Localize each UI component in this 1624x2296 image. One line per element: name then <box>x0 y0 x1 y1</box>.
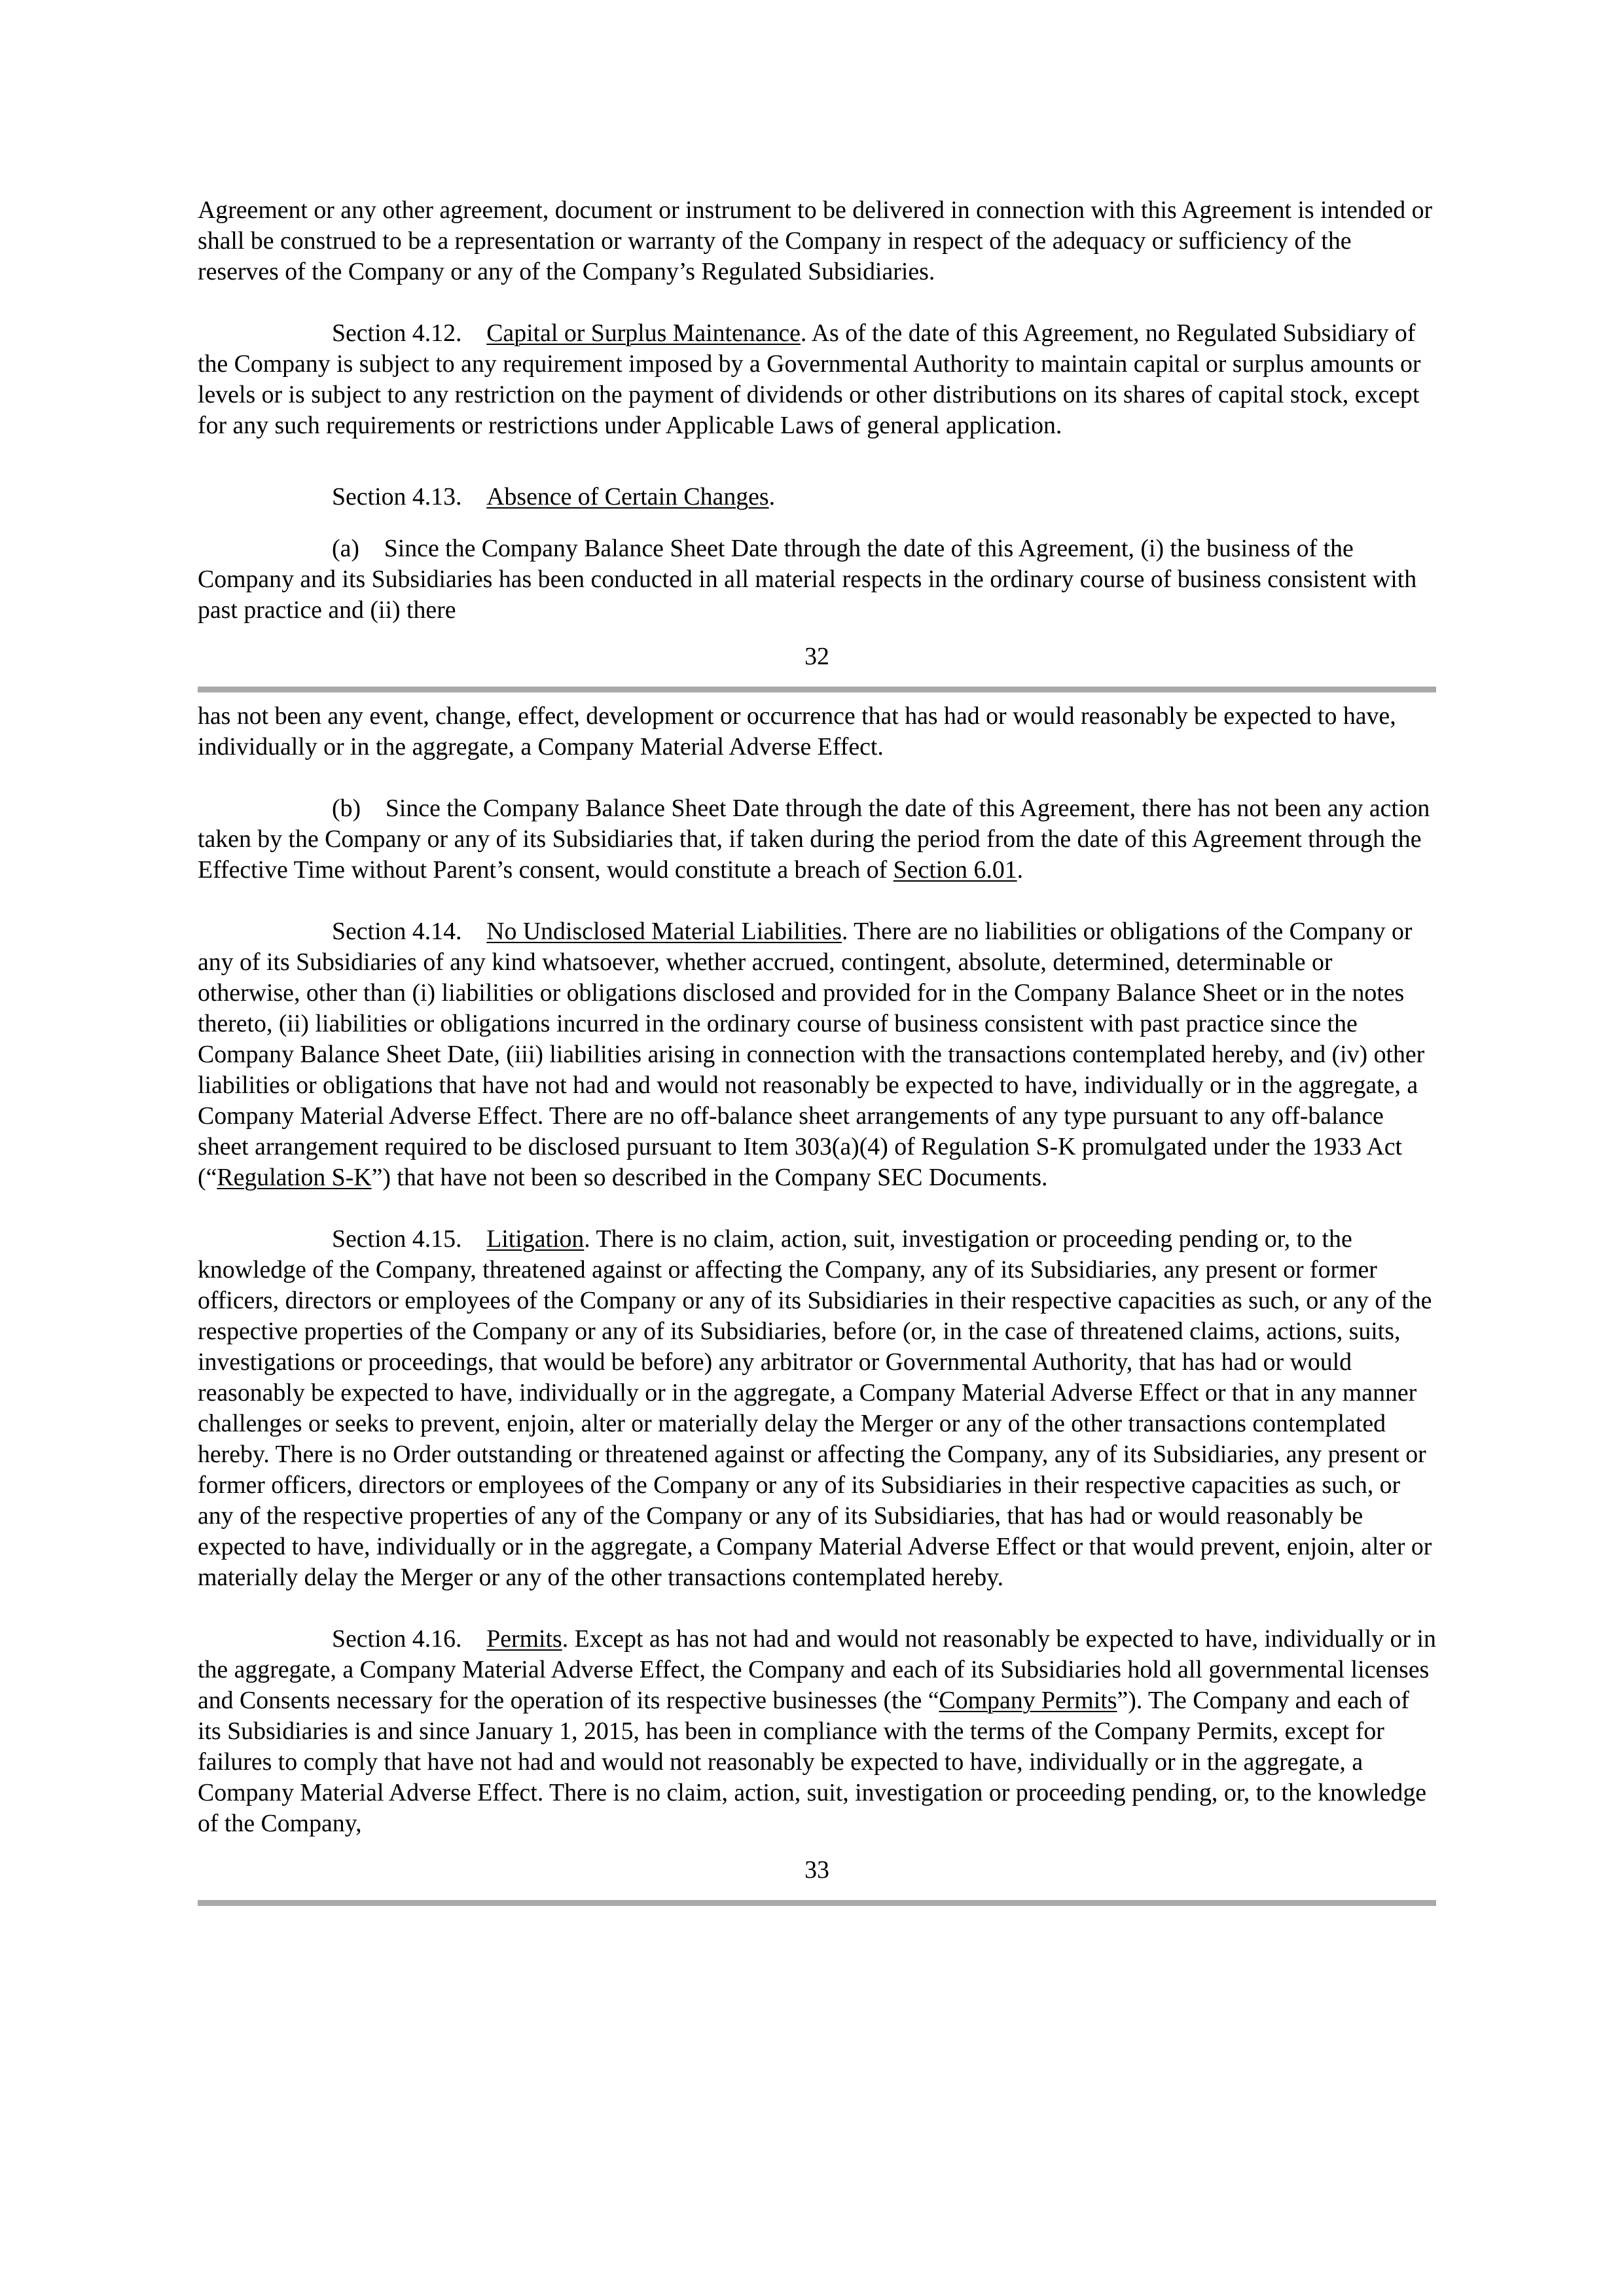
carry-paragraph-p32: Agreement or any other agreement, document or instrument to be delivered in connection with this Agreement is intended or shall be construed to be a representation or warranty of the Company in respect of the adequacy or sufficiency of the reserves of the Company or any of the Company’s Regulated Subsidiaries. <box>198 196 1433 285</box>
section-4-14: Section 4.14. No Undisclosed Material Liabilities. There are no liabilities or obligations of the Company or any of its Subsidiaries of any kind whatsoever, whether accrued, contingent, absolute, determined, determinable or otherwise, other than (i) liabilities or obligations disclosed and provided for in the Company Balance Sheet or in the notes thereto, (ii) liabilities or obligations incurred in the ordinary course of business consistent with past practice since the Company Balance Sheet Date, (iii) liabilities arising in connection with the transactions contemplated hereby, and (iv) other liabilities or obligations that have not had and would not reasonably be expected to have, individually or in the aggregate, a Company Material Adverse Effect. There are no off-balance sheet arrangements of any type pursuant to any off-balance sheet arrangement required to be disclosed pursuant to Item 303(a)(4) of Regulation S-K promulgated under the 1933 Act (“Regulation S-K”) that have not been so described in the Company SEC Documents. <box>198 918 1425 1191</box>
subsection-body: Since the Company Balance Sheet Date through the date of this Agreement, there has not been any action taken by the Company or any of its Subsidiaries that, if taken during the period from the date of this Agreement through the Effective Time without Parent’s consent, would constitute a breach of <box>198 795 1430 884</box>
section-body: . Except as has not had and would not reasonably be expected to have, individually or in the aggregate, a Company Material Adverse Effect, the Company and each of its Subsidiaries hold all governmental licenses and Consents necessary for the operation of its respective businesses (the “ <box>198 1625 1436 1714</box>
section-number: Section 4.12. <box>332 319 462 347</box>
section-4-15 <box>198 1224 1436 1593</box>
subsection-body: Since the Company Balance Sheet Date through the date of this Agreement, (i) the business of the Company and its Subsidiaries has been conducted in all material respects in the ordinary course of business consistent with past practice and (ii) there <box>198 535 1417 624</box>
section-4-13: Section 4.13. Absence of Certain Changes. <box>332 483 776 511</box>
section-number: Section 4.14. <box>332 918 462 945</box>
subsection-label: (a) <box>332 535 359 562</box>
subsection-a <box>198 533 1436 626</box>
section-body: . As of the date of this Agreement, no Regulated Subsidiary of the Company is subject to any requirement imposed by a Governmental Authority to maintain capital or surplus amounts or levels or is subject to any restriction on the payment of dividends or other distributions on its shares of capital stock, except for any such requirements or restrictions under Applicable Laws of general application. <box>198 319 1421 439</box>
page-divider <box>198 687 1436 692</box>
document-body <box>198 195 1436 1906</box>
section-number: Section 4.15. <box>332 1225 462 1253</box>
page-divider <box>198 1900 1436 1906</box>
subsection-label: (b) <box>332 795 361 822</box>
section-title: Permits <box>486 1625 562 1653</box>
page-number: 33 <box>804 1856 829 1884</box>
carry-paragraph-p33: has not been any event, change, effect, development or occurrence that has had or would reasonably be expected to have, individually or in the aggregate, a Company Material Adverse Effect. <box>198 702 1396 761</box>
section-title: Absence of Certain Changes <box>486 483 769 511</box>
subsection-b: (b) Since the Company Balance Sheet Date through the date of this Agreement, there has not been any action taken by the Company or any of its Subsidiaries that, if taken during the period from the date of this Agreement through the Effective Time without Parent’s consent, would constitute a breach of Section 6.01. <box>198 795 1430 884</box>
section-number: Section 4.16. <box>332 1625 462 1653</box>
page-number: 32 <box>804 643 829 670</box>
cross-reference: Section 6.01 <box>893 856 1017 884</box>
section-body: . There is no claim, action, suit, investigation or proceeding pending or, to the knowledge of the Company, threatened against or affecting the Company, any of its Subsidiaries, any present or former officers, directors or employees of the Company or any of its Subsidiaries in their respective capacities as such, or any of the respective properties of the Company or any of its Subsidiaries, before (or, in the case of threatened claims, actions, suits, investigations or proceedings, that would be before) any arbitrator or Governmental Authority, that has had or would reasonably be expected to have, individually or in the aggregate, a Company Material Adverse Effect or that in any manner challenges or seeks to prevent, enjoin, alter or materially delay the Merger or any of the other transactions contemplated hereby. There is no Order outstanding or threatened against or affecting the Company, any of its Subsidiaries, any present or former officers, directors or employees of the Company or any of its Subsidiaries in their respective capacities as such, or any of the respective properties of any of the Company or any of its Subsidiaries, that has had or would reasonably be expected to have, individually or in the aggregate, a Company Material Adverse Effect or that would prevent, enjoin, alter or materially delay the Merger or any of the other transactions contemplated hereby. <box>198 1225 1432 1591</box>
section-number: Section 4.13. <box>332 483 462 511</box>
section-title: Capital or Surplus Maintenance <box>486 319 801 347</box>
defined-term: Regulation S-K <box>217 1164 372 1191</box>
section-4-16: Section 4.16. Permits. Except as has not had and would not reasonably be expected to have, individually or in the aggregate, a Company Material Adverse Effect, the Company and each of its Subsidiaries hold all governmental licenses and Consents necessary for the operation of its respective businesses (the “Company Permits”). The Company and each of its Subsidiaries is and since January 1, 2015, has been in compliance with the terms of the Company Permits, except for failures to comply that have not had and would not reasonably be expected to have, individually or in the aggregate, a Company Material Adverse Effect. There is no claim, action, suit, investigation or proceeding pending, or, to the knowledge of the Company, <box>198 1625 1436 1837</box>
section-title: Litigation <box>486 1225 585 1253</box>
section-title: No Undisclosed Material Liabilities <box>486 918 842 945</box>
defined-term: Company Permits <box>939 1687 1117 1714</box>
section-body: . There are no liabilities or obligations of the Company or any of its Subsidiaries of any kind whatsoever, whether accrued, contingent, absolute, determined, determinable or otherwise, other than (i) liabilities or obligations disclosed and provided for in the Company Balance Sheet or in the notes thereto, (ii) liabilities or obligations incurred in the ordinary course of business consistent with past practice since the Company Balance Sheet Date, (iii) liabilities arising in connection with the transactions contemplated hereby, and (iv) other liabilities or obligations that have not had and would not reasonably be expected to have, individually or in the aggregate, a Company Material Adverse Effect. There are no off-balance sheet arrangements of any type pursuant to any off-balance sheet arrangement required to be disclosed pursuant to Item 303(a)(4) of Regulation S-K promulgated under the 1933 Act (“ <box>198 918 1425 1191</box>
section-4-12 <box>198 318 1436 441</box>
